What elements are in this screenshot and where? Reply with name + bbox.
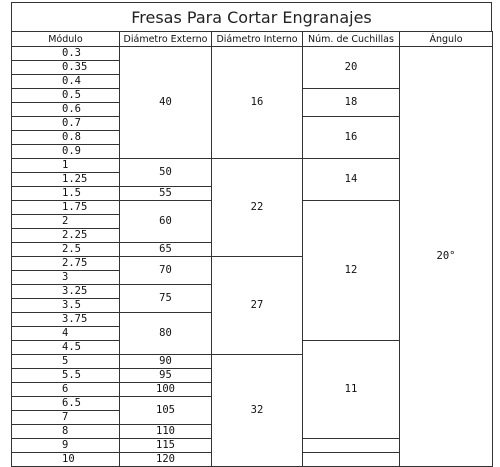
cell-diametro-externo: 40 — [120, 47, 212, 159]
cell-modulo: 1.25 — [12, 173, 120, 187]
cell-modulo: 4.5 — [12, 341, 120, 355]
cell-diametro-externo: 75 — [120, 285, 212, 313]
cell-num-cuchillas: 16 — [303, 117, 400, 159]
cell-diametro-externo: 90 — [120, 355, 212, 369]
cell-num-cuchillas: 14 — [303, 159, 400, 201]
gear-cutter-table-container — [11, 2, 492, 467]
cell-modulo: 0.8 — [12, 131, 120, 145]
cell-num-cuchillas: 11 — [303, 341, 400, 439]
cell-modulo: 0.7 — [12, 117, 120, 131]
cell-modulo: 2.25 — [12, 229, 120, 243]
cell-diametro-externo: 100 — [120, 383, 212, 397]
table-row — [12, 47, 493, 61]
cell-modulo: 3.75 — [12, 313, 120, 327]
cell-modulo: 5.5 — [12, 369, 120, 383]
cell-num-cuchillas: 18 — [303, 89, 400, 117]
cell-diametro-interno: 27 — [212, 257, 303, 355]
cell-diametro-interno: 16 — [212, 47, 303, 159]
cell-num-cuchillas — [303, 439, 400, 453]
cell-modulo: 2.75 — [12, 257, 120, 271]
cell-diametro-externo: 65 — [120, 243, 212, 257]
table-title: Fresas Para Cortar Engranajes — [11, 2, 492, 31]
cell-modulo: 3 — [12, 271, 120, 285]
cell-modulo: 0.35 — [12, 61, 120, 75]
cell-diametro-externo: 60 — [120, 201, 212, 243]
cell-diametro-externo: 120 — [120, 453, 212, 467]
cell-modulo: 1.75 — [12, 201, 120, 215]
cell-modulo: 9 — [12, 439, 120, 453]
table-body — [12, 47, 493, 467]
cell-modulo: 3.5 — [12, 299, 120, 313]
cell-modulo: 2 — [12, 215, 120, 229]
cell-diametro-interno: 22 — [212, 159, 303, 257]
cell-modulo: 10 — [12, 453, 120, 467]
cell-modulo: 0.3 — [12, 47, 120, 61]
cell-modulo: 5 — [12, 355, 120, 369]
cell-diametro-externo: 80 — [120, 313, 212, 355]
cell-modulo: 0.4 — [12, 75, 120, 89]
cell-modulo: 0.9 — [12, 145, 120, 159]
cell-diametro-externo: 95 — [120, 369, 212, 383]
cell-modulo: 6.5 — [12, 397, 120, 411]
cell-modulo: 1.5 — [12, 187, 120, 201]
header-angulo: Ángulo — [400, 32, 493, 47]
cell-modulo: 0.6 — [12, 103, 120, 117]
cell-modulo: 7 — [12, 411, 120, 425]
header-modulo: Módulo — [12, 32, 120, 47]
gear-cutter-table — [11, 31, 493, 467]
cell-num-cuchillas: 12 — [303, 201, 400, 341]
cell-angulo: 20° — [400, 47, 493, 467]
cell-modulo: 6 — [12, 383, 120, 397]
cell-diametro-externo: 110 — [120, 425, 212, 439]
header-num-cuchillas: Núm. de Cuchillas — [303, 32, 400, 47]
cell-diametro-externo: 105 — [120, 397, 212, 425]
cell-modulo: 3.25 — [12, 285, 120, 299]
header-row — [12, 32, 493, 47]
cell-diametro-externo: 70 — [120, 257, 212, 285]
cell-diametro-interno: 32 — [212, 355, 303, 467]
cell-diametro-externo: 115 — [120, 439, 212, 453]
cell-num-cuchillas: 20 — [303, 47, 400, 89]
cell-diametro-externo: 55 — [120, 187, 212, 201]
cell-modulo: 8 — [12, 425, 120, 439]
cell-modulo: 4 — [12, 327, 120, 341]
cell-modulo: 1 — [12, 159, 120, 173]
header-diametro-externo: Diámetro Externo — [120, 32, 212, 47]
header-diametro-interno: Diámetro Interno — [212, 32, 303, 47]
cell-modulo: 2.5 — [12, 243, 120, 257]
cell-modulo: 0.5 — [12, 89, 120, 103]
cell-diametro-externo: 50 — [120, 159, 212, 187]
